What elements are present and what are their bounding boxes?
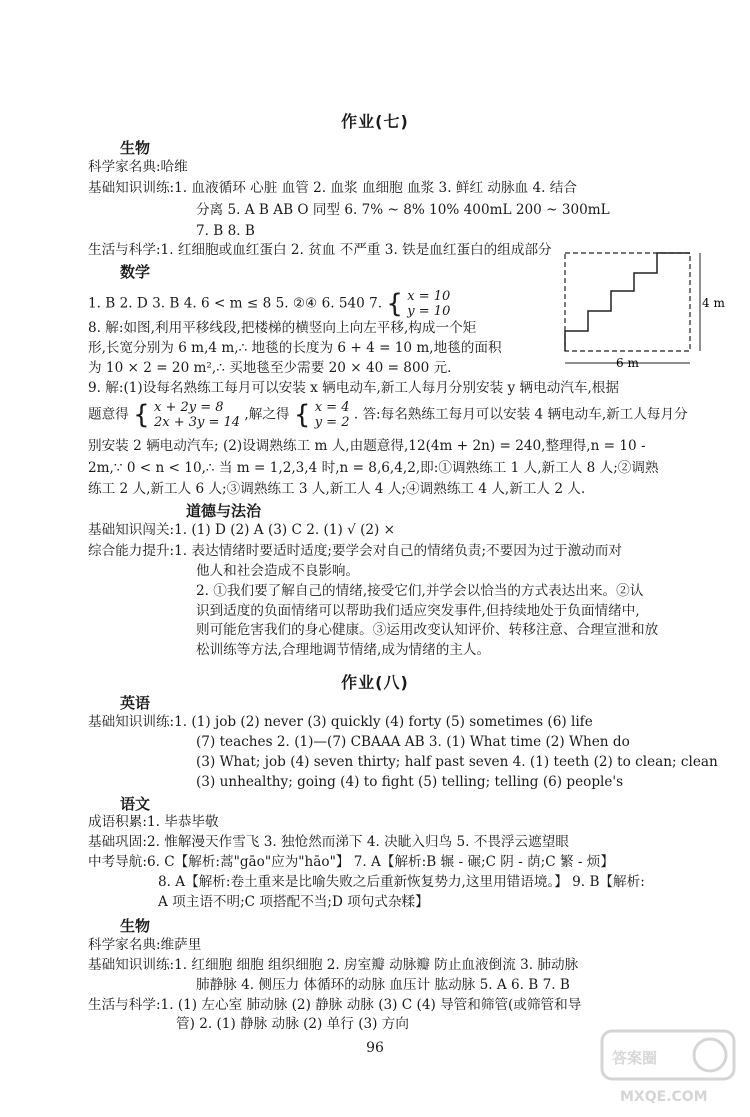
equation-system-q7 [407, 289, 450, 319]
figure-height-label: 4 m [702, 296, 725, 310]
homework-7-title: 作业(七) [341, 112, 409, 131]
english-line-1: 基础知识训练:1. (1) job (2) never (3) quickly (4) forty (5) sometimes (6) life [88, 714, 593, 730]
bio7-line-3: 分离 5. A B AB O 同型 6. 7% ~ 8% 10% 400mL 200 ~ 300mL [196, 202, 610, 218]
moral-line-1: 基础知识闯关:1. (1) D (2) A (3) C 2. (1) √ (2) × [88, 522, 396, 538]
bio-heading-7: 生物 [120, 139, 151, 157]
moral-heading: 道德与法治 [186, 502, 262, 520]
chinese-line-3: 中考导航:6. C【解析:蒿"gāo"应为"hāo"】 7. A【解析:B 辗 - 碾;C 阴 - 荫;C 繁 - 烦】 [88, 854, 614, 870]
moral-line-7: 松训练等方法,合理地调节情绪,成为情绪的主人。 [196, 642, 491, 658]
english-line-2: (7) teaches 2. (1)—(7) CBAAA AB 3. (1) What time (2) When do [196, 734, 630, 750]
math-line-6 [88, 400, 688, 430]
solution-q9-1: x = 4 [314, 400, 350, 415]
staircase-figure [550, 245, 725, 375]
english-line-4: (3) unhealthy; going (4) to fight (5) telling; telling (6) people's [196, 774, 624, 790]
bio8-line-2: 基础知识训练:1. 红细胞 细胞 组织细胞 2. 房室瓣 动脉瓣 防止血液倒流 3. 肺动脉 [88, 957, 579, 973]
moral-line-4: 2. ①我们要了解自己的情绪,接受它们,并学会以恰当的方式表达出来。②认 [196, 583, 644, 599]
bio8-line-5: 管) 2. (1) 静脉 动脉 (2) 单行 (3) 方向 [176, 1016, 409, 1032]
equation-q7-1: x = 10 [407, 289, 451, 304]
watermark-logo [598, 1027, 738, 1109]
moral-line-3: 他人和社会造成不良影响。 [196, 563, 360, 579]
q9-text-a: 题意得 [88, 406, 129, 423]
moral-line-6: 则可能危害我们的身心健康。③运用改变认知评价、转移注意、合理宣泄和放 [196, 622, 659, 638]
chinese-line-1: 成语积累:1. 毕恭毕敬 [88, 814, 219, 830]
brace-symbol: { [133, 400, 150, 430]
equation-system-q9a [154, 400, 240, 430]
math-line-5: 9. 解:(1)设每名熟练工每月可以安装 x 辆电动车,新工人每月分别安装 y 辆电动汽车,根据 [88, 380, 619, 396]
solution-q9-2: y = 2 [314, 415, 350, 430]
english-heading: 英语 [120, 694, 151, 712]
math-line-7: 别安装 2 辆电动汽车; (2)设调熟练工 m 人,由题意得,12(4m + 2n) = 240,整理得,n = 10 - [88, 438, 646, 454]
page-number: 96 [366, 1040, 384, 1056]
q9-text-c: . 答:每名熟练工每月可以安装 4 辆电动车,新工人每月分 [353, 406, 688, 423]
bio7-line-1: 科学家名典:哈维 [88, 159, 188, 175]
math-answers-1-7: 1. B 2. D 3. B 4. 6 < m ≤ 8 5. ②④ 6. 540 7. [88, 295, 383, 312]
homework-8-title: 作业(八) [341, 673, 409, 692]
watermark-text: 答案圈 [612, 1049, 658, 1067]
bio7-line-5: 生活与科学:1. 红细胞或血红蛋白 2. 贫血 不严重 3. 铁是血红蛋白的组成部分 [88, 242, 552, 258]
brace-symbol: { [386, 289, 403, 319]
bio7-line-4: 7. B 8. B [196, 223, 255, 239]
watermark-circle [694, 1039, 726, 1071]
bio8-line-4: 生活与科学:1. (1) 左心室 肺动脉 (2) 静脉 动脉 (3) C (4) 导管和筛管(或筛管和导 [88, 997, 582, 1013]
chinese-line-5: A 项主语不明;C 项搭配不当;D 项句式杂糅】 [158, 894, 429, 910]
equation-q9-2: 2x + 3y = 14 [153, 415, 241, 430]
math-line-1 [88, 289, 450, 319]
equation-q7-2: y = 10 [407, 304, 451, 319]
equation-system-q9b [315, 400, 350, 430]
math-line-3: 形,长宽分别为 6 m,4 m,∴ 地毯的长度为 6 + 4 = 10 m,地毯的面积 [88, 340, 502, 356]
bio-heading-8: 生物 [120, 917, 151, 935]
math-line-9: 练工 2 人,新工人 6 人;③调熟练工 3 人,新工人 4 人;④调熟练工 4 人,新工人 2 人. [88, 481, 586, 497]
math-line-4: 为 10 × 2 = 20 m²,∴ 买地毯至少需要 20 × 40 = 800 元. [88, 360, 452, 376]
figure-width-label: 6 m [616, 356, 639, 370]
math-line-2: 8. 解:如图,利用平移线段,把楼梯的横竖向上向左平移,构成一个矩 [88, 320, 477, 336]
bio8-line-1: 科学家名典:维萨里 [88, 937, 202, 953]
moral-line-2: 综合能力提升:1. 表达情绪时要适时适度;要学会对自己的情绪负责;不要因为过于激动而对 [88, 543, 622, 559]
brace-symbol: { [293, 400, 311, 430]
moral-line-5: 识到适度的负面情绪可以帮助我们适应突发事件,但持续地处于负面情绪中, [196, 603, 640, 619]
chinese-line-2: 基础巩固:2. 惟解漫天作雪飞 3. 独怆然而涕下 4. 决眦入归鸟 5. 不畏浮云遮望眼 [88, 834, 569, 850]
rectangle-outline [565, 253, 690, 351]
watermark-url: MXQE.COM [620, 1089, 708, 1105]
bio8-line-3: 肺静脉 4. 侧压力 体循环的动脉 血压计 肱动脉 5. A 6. B 7. B [196, 977, 570, 993]
chinese-heading: 语文 [120, 795, 151, 813]
math-heading: 数学 [120, 263, 151, 281]
q9-text-b: ,解之得 [244, 406, 290, 423]
english-line-3: (3) What; job (4) seven thirty; half past seven 4. (1) teeth (2) to clean; clean [196, 754, 718, 770]
math-line-8: 2m,∵ 0 < n < 10,∴ 当 m = 1,2,3,4 时,n = 8,6,4,2,即:①调熟练工 1 人,新工人 8 人;②调熟 [88, 460, 659, 476]
bio7-line-2: 基础知识训练:1. 血液循环 心脏 血管 2. 血浆 血细胞 血浆 3. 鲜红 动脉血 4. 结合 [88, 180, 577, 196]
chinese-line-4: 8. A【解析:卷土重来是比喻失败之后重新恢复势力,这里用错语境。】 9. B【解析: [158, 874, 645, 890]
equation-q9-1: x + 2y = 8 [153, 400, 224, 415]
stair-steps [565, 253, 690, 351]
